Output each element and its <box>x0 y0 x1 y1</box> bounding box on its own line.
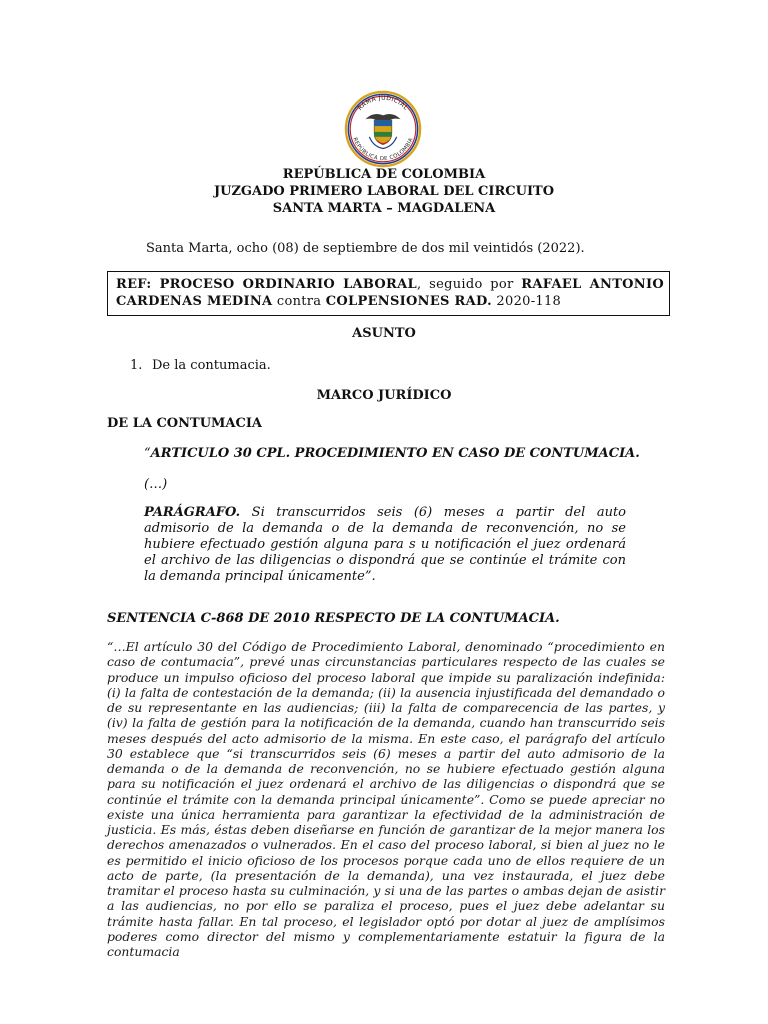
sentencia-title: SENTENCIA C-868 DE 2010 RESPECTO DE LA CONTUMACIA. <box>107 611 560 626</box>
sentencia-body: “…El artículo 30 del Código de Procedimiento Laboral, denominado “procedimiento en caso de contumacia”, prevé unas circunstancias particulares respecto de las cuales se produce un impulso oficioso del proceso laboral que impide su paralización indefinida: (i) la falta de contestación de la demanda; (ii) la ausencia injustificada del demandado o de su representante en las audiencias; (iii) la falta de comparecencia de las partes, y (iv) la falta de gestión para la notificación de la demanda, cuando han transcurrido seis meses después del acto admisorio de la misma. En este caso, el parágrafo del artículo 30 establece que “si transcurridos seis (6) meses a partir del auto admisorio de la demanda o de la demanda de reconvención, no se hubiere efectuado gestión alguna para su notificación el juez ordenará el archivo de las diligencias o dispondrá que se continúe el trámite con la demanda principal únicamente”. Como se puede apreciar no existe una única herramienta para garantizar la efectividad de la administración de justicia. Es más, éstas deben diseñarse en función de garantizar de la mejor manera los derechos amenazados o vulnerados. En el caso del proceso laboral, si bien al juez no le es permitido el inicio oficioso de los procesos porque cada uno de ellos requiere de un acto de parte, (la presentación de la demanda), una vez instaurada, el juez debe tramitar el proceso hasta su culminación, y si una de las partes o ambas dejan de asistir a las audiencias, no por ello se paraliza el proceso, pues el juez debe adelantar su trámite hasta fallar. En tal proceso, el legislador optó por dotar al juez de amplísimos poderes como director del mismo y complementariamente estatuir la figura de la contumacia <box>107 639 665 959</box>
ref-party-2: COLPENSIONES RAD. <box>325 294 492 309</box>
article-quote-mark: “ <box>144 446 151 461</box>
ref-text-2: contra <box>272 294 326 309</box>
ref-label: REF: PROCESO ORDINARIO LABORAL <box>116 277 417 292</box>
asunto-title: ASUNTO <box>352 326 416 341</box>
seal-top-text: RAMA JUDICIAL <box>356 94 410 112</box>
contumacia-subtitle: DE LA CONTUMACIA <box>107 416 263 431</box>
date-line: Santa Marta, ocho (08) de septiembre de dos mil veintidós (2022). <box>146 241 585 256</box>
seal-bottom-text: REPÚBLICA DE COLOMBIA <box>351 136 415 163</box>
paragrafo-block <box>144 505 626 585</box>
colombia-judicial-seal <box>344 90 422 168</box>
paragrafo-text: Si transcurridos seis (6) meses a partir del auto admisorio de la demanda o de la demanda de reconvención, no se hubiere efectuado gestión alguna para s u notificación el juez ordenará el archivo de las diligencias o dispondrá que se continúe el trámite con la demanda principal únicamente”. <box>144 505 626 584</box>
paragrafo-label: PARÁGRAFO. <box>144 505 241 520</box>
header-line-1: REPÚBLICA DE COLOMBIA <box>282 167 486 182</box>
article-heading <box>144 446 640 461</box>
reference-box <box>107 271 670 316</box>
article-heading-text: ARTICULO 30 CPL. PROCEDIMIENTO EN CASO DE CONTUMACIA. <box>150 446 640 461</box>
ref-text-3: 2020-118 <box>492 294 562 309</box>
ref-text-1: , seguido por <box>417 277 522 292</box>
list-item-text: De la contumacia. <box>152 358 271 373</box>
ellipsis: (…) <box>144 477 168 492</box>
header-line-2: JUZGADO PRIMERO LABORAL DEL CIRCUITO <box>213 184 555 199</box>
ref-party-1: RAFAEL ANTONIO CARDENAS MEDINA <box>116 277 664 309</box>
asunto-list-item <box>130 358 271 373</box>
marco-juridico-title: MARCO JURÍDICO <box>316 388 452 403</box>
header-line-3: SANTA MARTA – MAGDALENA <box>272 201 496 216</box>
list-item-number: 1. <box>130 358 143 373</box>
